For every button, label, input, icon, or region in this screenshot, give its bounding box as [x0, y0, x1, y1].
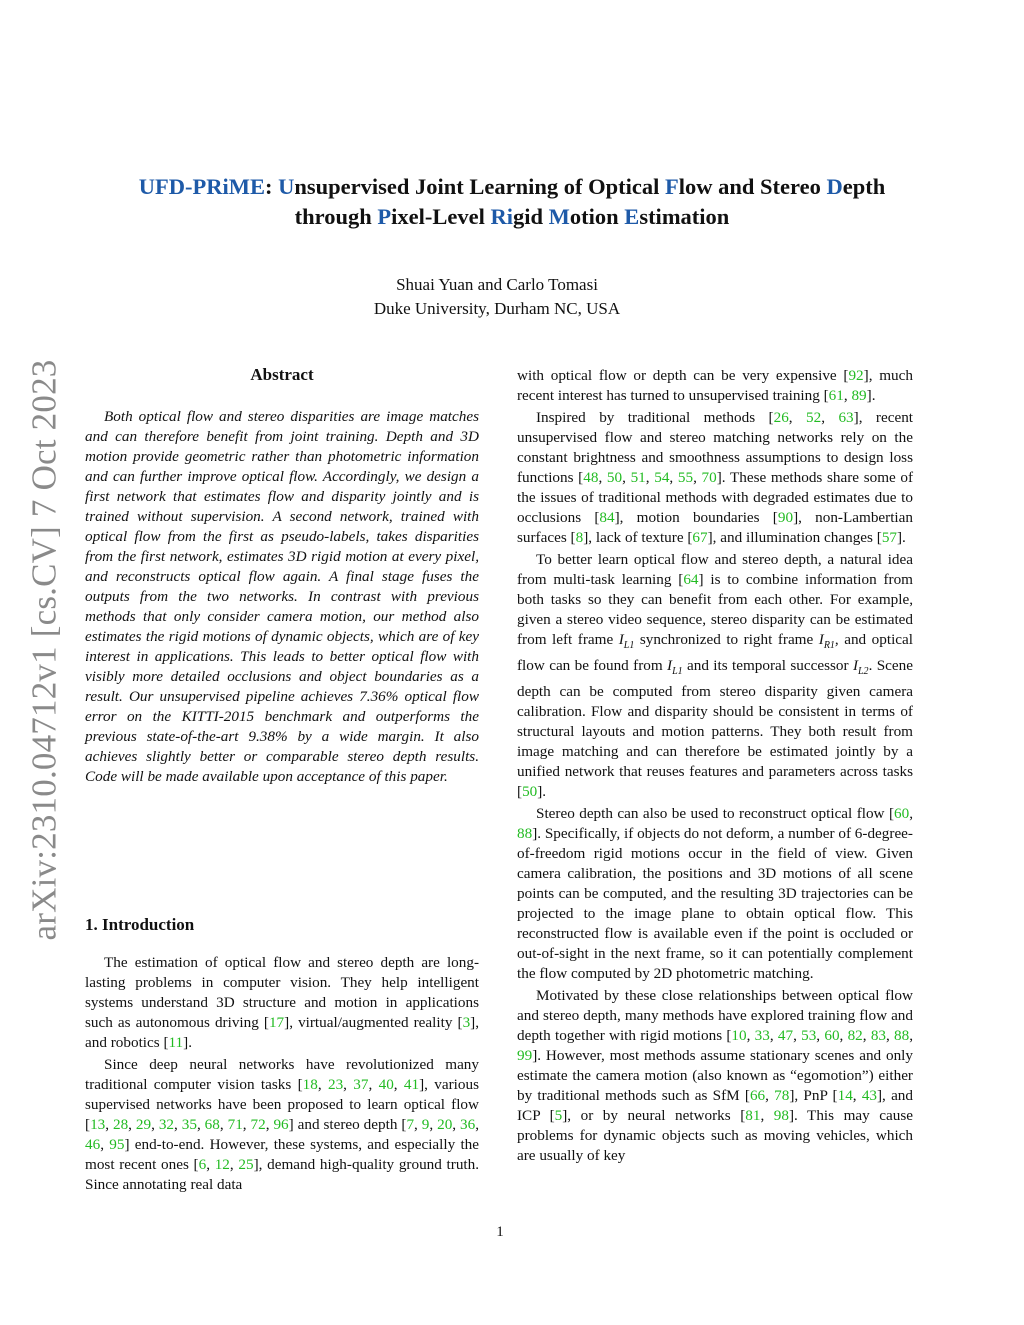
author-block [60, 273, 934, 321]
citation-link[interactable]: 68 [204, 1116, 220, 1133]
paragraph: Stereo depth can also be used to reconstruct optical flow [60, 88]. Specifically, if objects do not deform, a number of 6-degree-of-freedom rigid motions occur in the field of view. Given camera calibration, the positions and 3D motions of all scene points can be computed, and the resulting 3D trajectories can be projected to the image plane to obtain optical flow. This reconstructed flow is available even if the point is occluded or out-of-sight in the next frame, so it can potentially complement the flow computed by 2D photometric matching. [517, 805, 913, 983]
citation-link[interactable]: 60 [894, 805, 910, 823]
citation-link[interactable]: 71 [227, 1116, 243, 1133]
arxiv-stamp [24, 359, 64, 941]
citation-link[interactable]: 84 [599, 509, 615, 526]
paragraph: with optical flow or depth can be very expensive [92], much recent interest has turned to unsupervised training [61, 89]. [517, 367, 913, 404]
citation-link[interactable]: 98 [773, 1107, 789, 1125]
citation-link[interactable]: 81 [745, 1107, 761, 1125]
citation-link[interactable]: 7 [406, 1116, 415, 1133]
title-line-1 [60, 172, 964, 202]
citation-link[interactable]: 23 [327, 1076, 344, 1093]
title-text: : [264, 174, 279, 199]
citation-link[interactable]: 33 [754, 1027, 770, 1045]
citation-link[interactable]: 25 [238, 1156, 254, 1173]
citation-link[interactable]: 43 [861, 1087, 877, 1105]
paragraph: Inspired by traditional methods [26, 52, 63], recent unsupervised flow and stereo matching networks rely on the constant brightness and smoothness assumptions to design loss functions [48, 50, 51, 54, 55, 70]. These methods share some of the issues of traditional methods with degraded estimates due to occlusions [84], motion boundaries [90], non-Lambertian surfaces [8], lack of texture [67], and illumination changes [57]. [517, 409, 914, 546]
arxiv-stamp-text: arXiv:2310.04712v1 [cs.CV] 7 Oct 2023 [24, 359, 63, 941]
citation-link[interactable]: 14 [837, 1087, 853, 1105]
citation-link[interactable]: 95 [109, 1136, 125, 1153]
title-text: nsupervised Joint Learning of Optical [294, 174, 666, 199]
citation-link[interactable]: 88 [894, 1027, 910, 1045]
citation-link[interactable]: 90 [777, 509, 794, 526]
citation-link[interactable]: 55 [677, 469, 694, 486]
math-symbol: $I_{L1}$ [618, 631, 635, 652]
citation-link[interactable]: 11 [168, 1034, 184, 1051]
citation-link[interactable]: 66 [749, 1087, 766, 1105]
title-text: ixel-Level [391, 204, 491, 229]
citation-link[interactable]: 40 [378, 1076, 394, 1093]
paragraph: Motivated by these close relationships between optical flow and stereo depth, many methods have explored training flow and depth together with rigid motions [10, 33, 47, 53, 60, 82, 83, 88, 99]. However, most methods assume stationary scenes and only estimate the camera motion (also known as “egomotion”) either by traditional methods such as SfM [66, 78], PnP [14, 43], and ICP [5], or by neural networks [81, 98]. This may cause problems for dynamic objects such as moving vehicles, which are usually of key [517, 987, 914, 1165]
citation-link[interactable]: 29 [135, 1116, 152, 1133]
title-highlight-letter: Ri [490, 204, 514, 229]
citation-link[interactable]: 6 [198, 1156, 207, 1173]
title-highlight-letter: U [278, 174, 295, 199]
citation-link[interactable]: 20 [437, 1116, 453, 1133]
math-symbol: $I_{L1}$ [667, 657, 683, 678]
citation-link[interactable]: 50 [606, 469, 623, 486]
authors: Shuai Yuan and Carlo Tomasi [396, 275, 598, 294]
citation-link[interactable]: 3 [462, 1014, 471, 1031]
citation-link[interactable]: 52 [806, 409, 822, 426]
title-text: through [294, 204, 378, 229]
citation-link[interactable]: 82 [847, 1027, 863, 1045]
paragraph: Since deep neural networks have revolutionized many traditional computer vision tasks [18, 23, 37, 40, 41], various supervised networks have been proposed to learn optical flow [13, 28, 29, 32, 35, 68, 71, 72, 96] and stereo depth [7, 9, 20, 36, 46, 95] end-to-end. However, these systems, and especially the most recent ones [6, 12, 25], demand high-quality ground truth. Since annotating real data [85, 1056, 480, 1193]
citation-link[interactable]: 61 [828, 387, 844, 404]
citation-link[interactable]: 26 [773, 409, 789, 426]
math-symbol: $I_{L2}$ [852, 657, 869, 678]
citation-link[interactable]: 37 [353, 1076, 369, 1093]
title-highlight-letter: P [377, 204, 392, 229]
paragraph: The estimation of optical flow and stereo depth are long-lasting problems in computer vision. They help intelligent systems understand 3D structure and motion in applications such as autonomous driving [17], virtual/augmented reality [3], and robotics [11]. [85, 954, 480, 1051]
introduction-body [85, 953, 479, 1197]
title-highlight-letter: E [624, 204, 640, 229]
title-text: epth [842, 174, 886, 199]
citation-link[interactable]: 18 [302, 1076, 318, 1093]
citation-link[interactable]: 89 [851, 387, 867, 404]
abstract-text: Both optical flow and stereo disparities are image matches and can therefore benefit from joint training. Depth and 3D motion provide geometric rather than photometric information and can further improve optical flow. Accordingly, we design a first network that estimates flow and disparity jointly and is trained without supervision. A second network, trained with optical flow from the first as pseudo-labels, takes disparities from the first network, estimates 3D rigid motion at every pixel, and reconstructs optical flow again. A final stage fuses the outputs from the two networks. In contrast with previous methods that only consider camera motion, our method also estimates the rigid motions of dynamic objects, which are of key interest in applications. This leads to better optical flow with visibly more detailed occlusions and object boundaries as a result. Our unsupervised pipeline achieves 7.36% optical flow error on the KITTI-2015 benchmark and outperforms the previous state-of-the-art 9.38% by a wide margin. It also achieves slightly better or comparable stereo depth results. Code will be made available upon acceptance of this paper. [85, 408, 479, 785]
citation-link[interactable]: 17 [268, 1014, 285, 1031]
citation-link[interactable]: 51 [630, 469, 646, 486]
title-text: stimation [639, 204, 730, 229]
citation-link[interactable]: 32 [158, 1116, 175, 1133]
citation-link[interactable]: 63 [838, 409, 854, 426]
citation-link[interactable]: 88 [517, 825, 533, 843]
citation-link[interactable]: 57 [881, 529, 897, 546]
citation-link[interactable]: 64 [683, 571, 699, 588]
citation-link[interactable]: 72 [250, 1116, 266, 1133]
citation-link[interactable]: 70 [701, 469, 717, 486]
citation-link[interactable]: 92 [848, 367, 864, 384]
title-text: otion [569, 204, 625, 229]
right-column-body [517, 366, 913, 1168]
citation-link[interactable]: 10 [731, 1027, 747, 1045]
citation-link[interactable]: 83 [870, 1027, 886, 1045]
citation-link[interactable]: 48 [583, 469, 599, 486]
citation-link[interactable]: 47 [777, 1027, 794, 1045]
citation-link[interactable]: 50 [522, 783, 538, 801]
citation-link[interactable]: 46 [85, 1136, 101, 1153]
paper-title [60, 172, 964, 232]
citation-link[interactable]: 28 [112, 1116, 129, 1133]
citation-link[interactable]: 13 [90, 1116, 106, 1133]
citation-link[interactable]: 53 [801, 1027, 817, 1045]
citation-link[interactable]: 99 [517, 1047, 533, 1065]
section-heading-introduction: 1. Introduction [85, 915, 195, 934]
citation-link[interactable]: 5 [554, 1107, 563, 1125]
affiliation: Duke University, Durham NC, USA [373, 299, 621, 318]
title-text: gid [513, 204, 549, 229]
citation-link[interactable]: 96 [273, 1116, 289, 1133]
title-highlight-letter: F [665, 174, 679, 199]
title-highlight-letter: UFD-PRiME [138, 174, 265, 199]
math-symbol: $I_{R1}$ [818, 631, 835, 652]
citation-link[interactable]: 67 [692, 529, 708, 546]
citation-link[interactable]: 35 [181, 1116, 197, 1133]
abstract-section [85, 363, 479, 787]
paragraph: To better learn optical flow and stereo depth, a natural idea from multi-task learning [64] is to combine information from both tasks so they can benefit from each other. For example, given a stereo video sequence, stereo disparity can be estimated from left frame $I_{L1}$ synchronized to right frame $I_{R1}$, and optical flow can be found from $I_{L1}$ and its temporal successor $I_{L2}$. Scene depth can be computed from stereo disparity given camera calibration. Flow and disparity should be consistent in terms of structural layouts and motion patterns. They both result from image matching and can therefore be estimated jointly by a unified network that reuses features and parameters across tasks [50]. [517, 551, 913, 801]
title-line-2 [60, 202, 964, 232]
citation-link[interactable]: 9 [421, 1116, 430, 1133]
citation-link[interactable]: 8 [575, 529, 584, 546]
citation-link[interactable]: 54 [654, 469, 670, 486]
title-highlight-letter: M [548, 204, 570, 229]
citation-link[interactable]: 12 [214, 1156, 230, 1173]
citation-link[interactable]: 41 [403, 1076, 420, 1093]
title-highlight-letter: D [826, 174, 843, 199]
abstract-heading: Abstract [250, 365, 314, 384]
citation-link[interactable]: 78 [774, 1087, 790, 1105]
page-number: 1 [496, 1224, 504, 1240]
title-text: low and Stereo [678, 174, 827, 199]
citation-link[interactable]: 36 [460, 1116, 476, 1133]
citation-link[interactable]: 60 [824, 1027, 840, 1045]
